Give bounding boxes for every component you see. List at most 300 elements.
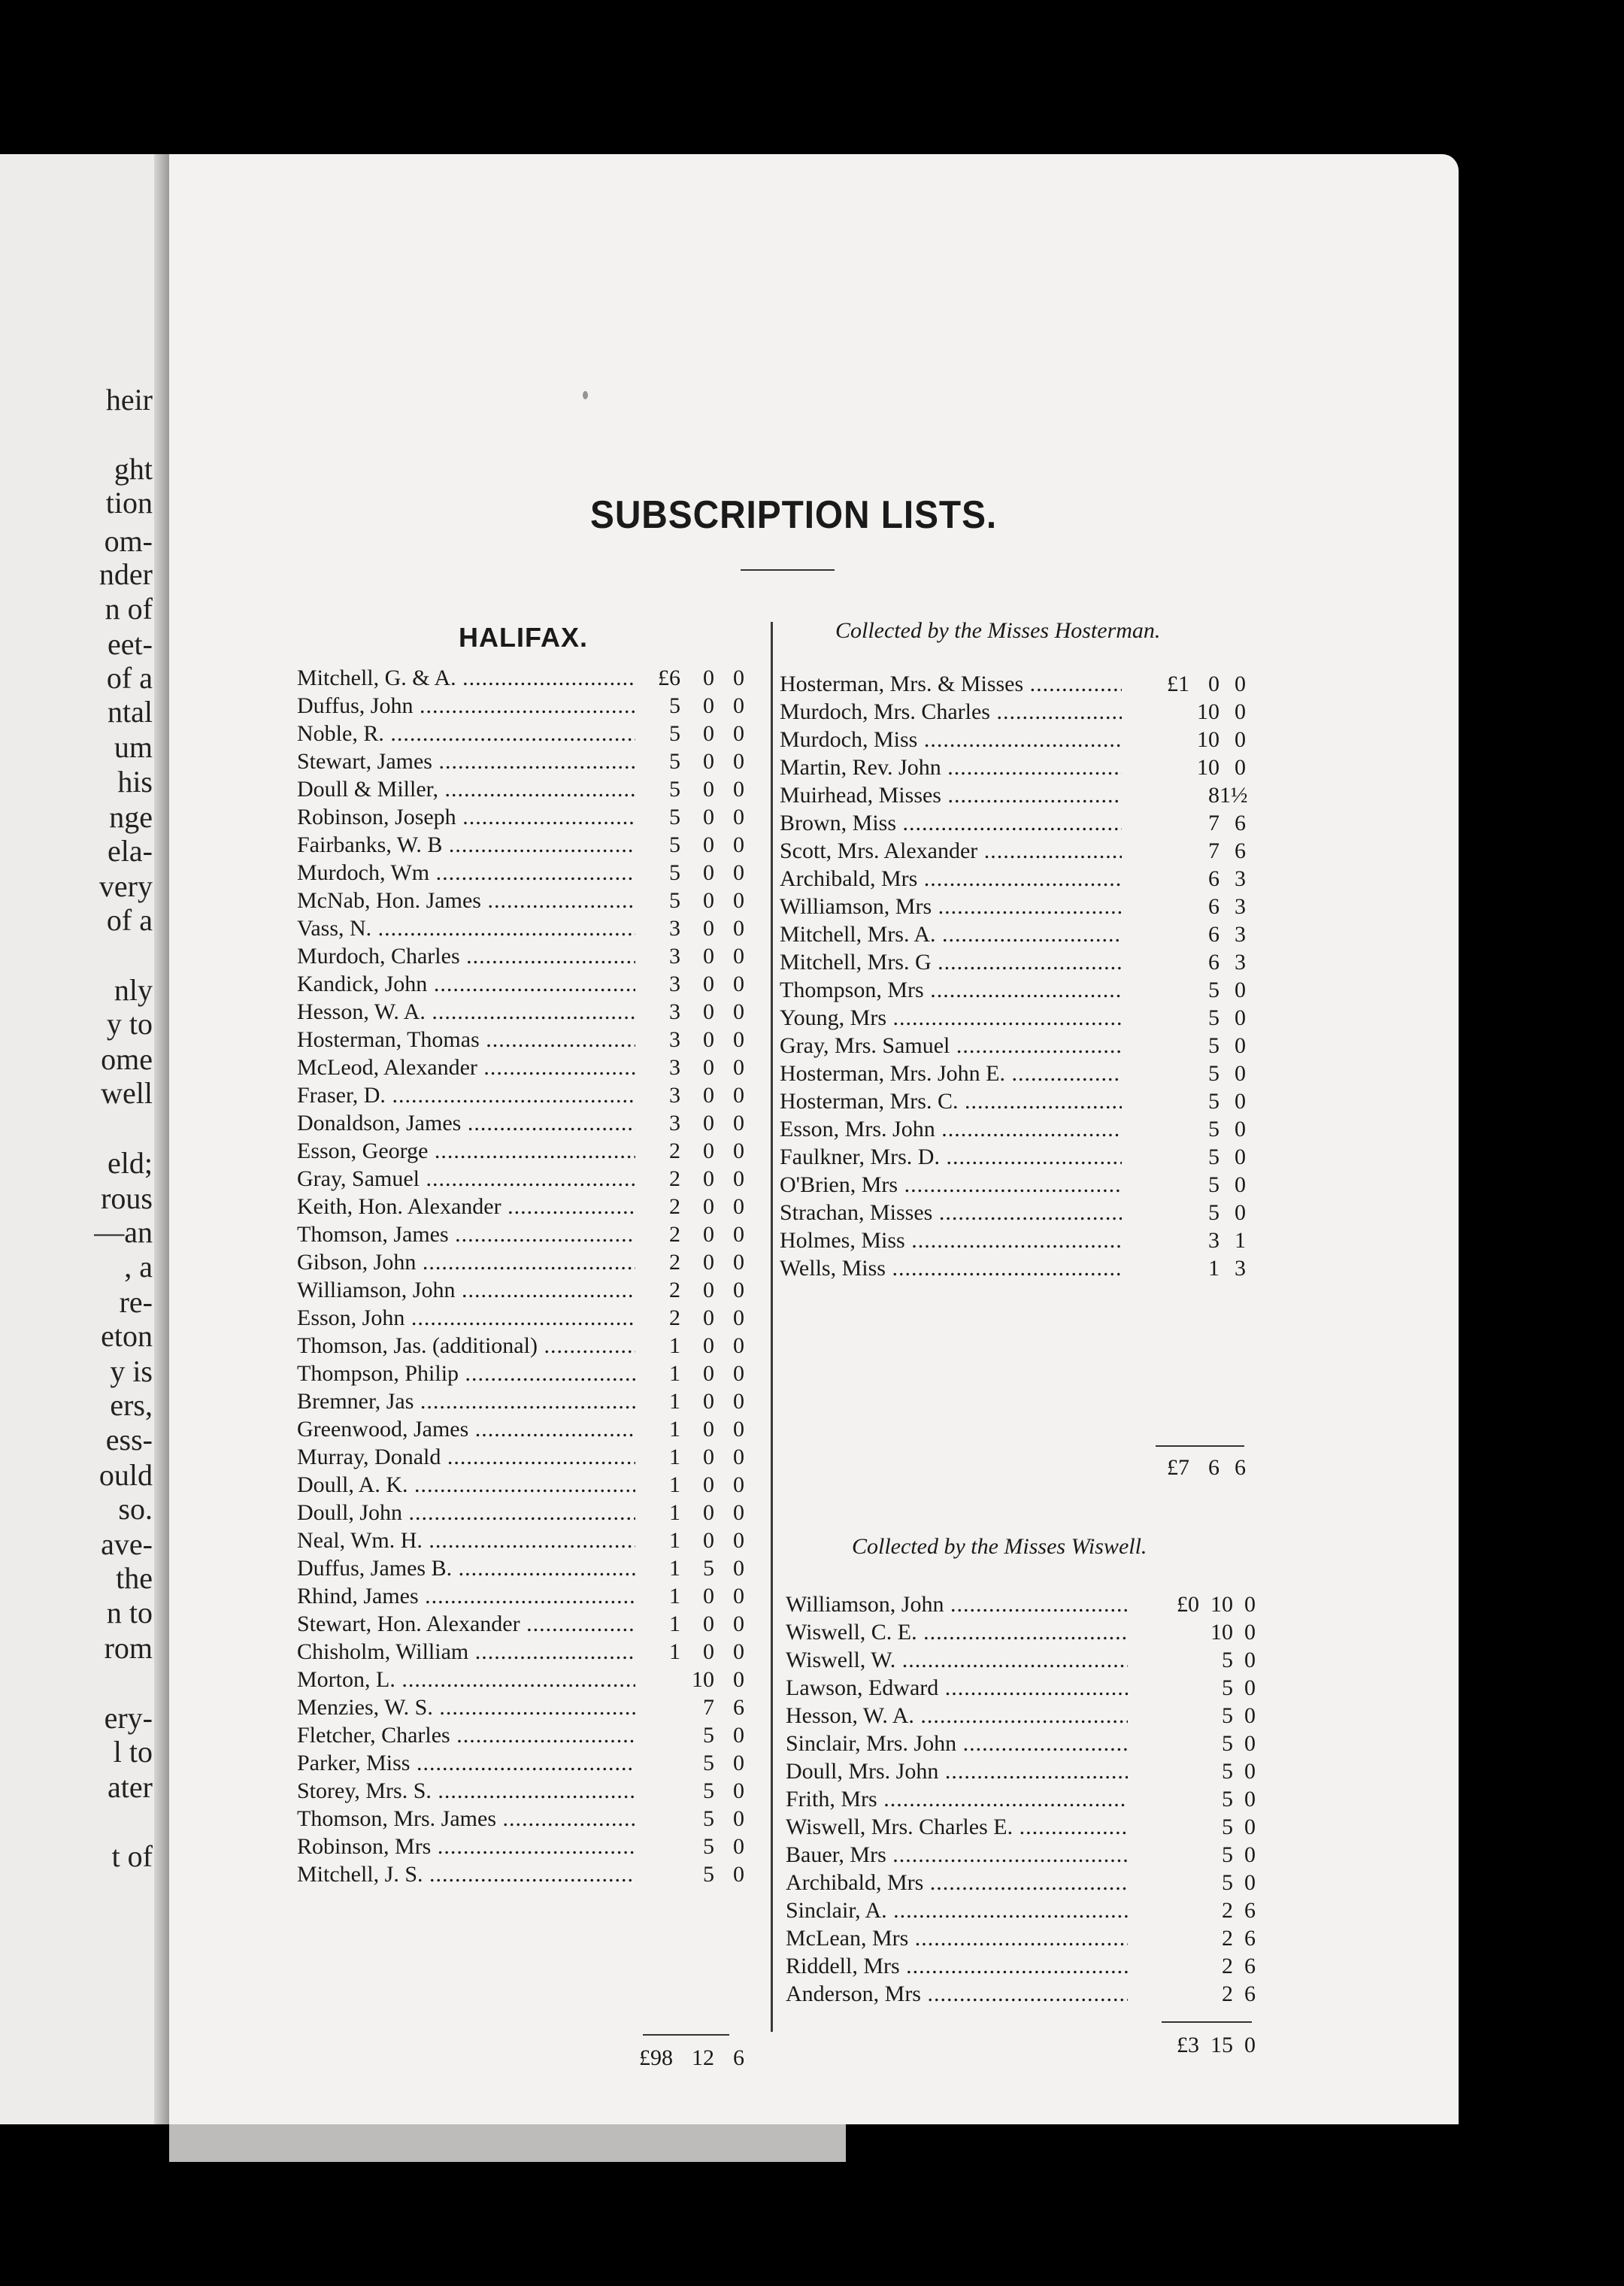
- left-page-line: nder: [98, 557, 153, 591]
- amount-pounds: 5: [669, 888, 680, 913]
- subscriber-name-text: Hosterman, Mrs. John E.: [780, 1061, 1005, 1086]
- amount-shillings: 0: [703, 1500, 714, 1525]
- subscriber-name: [786, 1785, 1128, 1813]
- amount-pence: 0: [1244, 1731, 1256, 1756]
- amount-pence: 0: [733, 665, 744, 690]
- page-edge-shadow: [169, 2121, 846, 2162]
- amount-shillings: 0: [703, 777, 714, 802]
- amount-pence: 6: [1244, 1954, 1256, 1978]
- amount-pence: 0: [1235, 1117, 1246, 1141]
- amount-pounds: 1: [669, 1584, 680, 1608]
- amount-shillings: 5: [1208, 978, 1220, 1002]
- total-shillings: 12: [692, 2045, 714, 2070]
- amount-shillings: 5: [1208, 1033, 1220, 1058]
- amount-pence: 0: [733, 1751, 744, 1775]
- amount-pence: 0: [1244, 1592, 1256, 1617]
- total-pence: 6: [733, 2045, 744, 2070]
- amount-pence: 0: [1235, 699, 1246, 724]
- left-page-line: ntal: [108, 695, 153, 729]
- amount-shillings: 0: [703, 1222, 714, 1247]
- amount-shillings: 10: [1197, 699, 1220, 724]
- amount-pence: 0: [733, 944, 744, 969]
- subscriber-name-text: Williamson, John: [786, 1592, 944, 1617]
- left-page-line: the: [116, 1561, 153, 1595]
- subscriber-name-text: Young, Mrs: [780, 1005, 887, 1030]
- amount-pence: 0: [1244, 1648, 1256, 1672]
- subscriber-name-text: Murdoch, Wm: [297, 860, 430, 885]
- amount-pence: 0: [733, 999, 744, 1024]
- amount-pence: 0: [1235, 1005, 1246, 1030]
- amount-pence: 0: [733, 972, 744, 996]
- subscriber-name-text: Kandick, John: [297, 972, 428, 996]
- subscriber-name: [297, 775, 635, 803]
- subscriber-name-text: Bauer, Mrs: [786, 1842, 886, 1867]
- subscriber-name: [297, 831, 635, 859]
- subscriber-name-text: Wiswell, C. E.: [786, 1620, 917, 1645]
- amount-shillings: 5: [1222, 1787, 1233, 1812]
- amount-pounds: 1: [669, 1556, 680, 1581]
- amount-shillings: 5: [1208, 1200, 1220, 1225]
- subscriber-name: [786, 1813, 1128, 1841]
- amount-pence: 3: [1235, 922, 1246, 947]
- subscriber-name: [780, 698, 1122, 726]
- subscriber-name-text: Fairbanks, W. B: [297, 832, 443, 857]
- subscriber-name: [786, 1646, 1128, 1674]
- amount-shillings: 0: [1208, 672, 1220, 696]
- amount-shillings: 0: [703, 749, 714, 774]
- halifax-total-rule: [643, 2034, 729, 2036]
- subscriber-name-text: Neal, Wm. H.: [297, 1528, 423, 1553]
- amount-pence: 3: [1235, 1256, 1246, 1281]
- subscriber-name-text: Doull & Miller,: [297, 777, 438, 802]
- left-page-line: his: [117, 765, 153, 799]
- subscriber-name-text: Gray, Mrs. Samuel: [780, 1033, 950, 1058]
- amount-pence: 0: [733, 1584, 744, 1608]
- amount-pence: 6: [1235, 838, 1246, 863]
- subscriber-name-text: Keith, Hon. Alexander: [297, 1194, 501, 1219]
- left-page-line: well: [101, 1076, 153, 1110]
- amount-shillings: 5: [1208, 1172, 1220, 1197]
- amount-shillings: 6: [1208, 866, 1220, 891]
- subscriber-name-text: Mitchell, J. S.: [297, 1862, 423, 1887]
- left-page-line: om-: [104, 524, 153, 558]
- subscriber-name: [780, 1143, 1122, 1171]
- amount-shillings: 0: [703, 1528, 714, 1553]
- amount-shillings: 5: [1222, 1703, 1233, 1728]
- amount-shillings: 2: [1222, 1981, 1233, 2006]
- subscriber-name-text: Fraser, D.: [297, 1083, 386, 1108]
- subscriber-name-text: O'Brien, Mrs: [780, 1172, 898, 1197]
- subscriber-name: [297, 1721, 635, 1749]
- subscriber-name: [297, 1499, 635, 1527]
- amount-shillings: 0: [703, 916, 714, 941]
- left-page-line: ome: [101, 1042, 153, 1076]
- amount-pounds: 5: [669, 749, 680, 774]
- subscriber-name-text: Robinson, Joseph: [297, 805, 456, 829]
- amount-shillings: 5: [1222, 1675, 1233, 1700]
- amount-pounds: 3: [669, 916, 680, 941]
- amount-shillings: 0: [703, 1055, 714, 1080]
- subscriber-name: [780, 1254, 1122, 1282]
- left-page-line: um: [114, 730, 153, 764]
- amount-pence: 0: [733, 1611, 744, 1636]
- subscriber-name: [786, 1869, 1128, 1896]
- subscriber-name-text: Menzies, W. S.: [297, 1695, 433, 1720]
- amount-shillings: 6: [1208, 894, 1220, 919]
- amount-pounds: 1: [669, 1611, 680, 1636]
- amount-shillings: 3: [1208, 1228, 1220, 1253]
- amount-shillings: 2: [1222, 1926, 1233, 1951]
- subscriber-name: [786, 1674, 1128, 1702]
- amount-shillings: 0: [703, 888, 714, 913]
- subscriber-name: [297, 1193, 635, 1220]
- amount-shillings: 0: [703, 1584, 714, 1608]
- left-page-line: of a: [106, 661, 153, 695]
- amount-pence: 1: [1235, 1228, 1246, 1253]
- amount-pence: 0: [733, 1639, 744, 1664]
- left-page-line: ery-: [104, 1701, 153, 1735]
- amount-pence: 3: [1235, 866, 1246, 891]
- left-page-line: rom: [104, 1631, 153, 1665]
- amount-shillings: 2: [1222, 1954, 1233, 1978]
- subscriber-name: [297, 1360, 635, 1387]
- subscriber-name-text: Greenwood, James: [297, 1417, 469, 1442]
- amount-shillings: 6: [1208, 922, 1220, 947]
- subscriber-name-text: Noble, R.: [297, 721, 384, 746]
- subscriber-name: [780, 670, 1122, 698]
- subscriber-name: [780, 837, 1122, 865]
- subscriber-name: [297, 1415, 635, 1443]
- subscriber-name: [780, 893, 1122, 920]
- subscriber-name-text: McNab, Hon. James: [297, 888, 481, 913]
- amount-shillings: 7: [1208, 838, 1220, 863]
- amount-shillings: 5: [1222, 1731, 1233, 1756]
- amount-shillings: 0: [703, 721, 714, 746]
- amount-pence: 0: [1235, 1089, 1246, 1114]
- subscriber-name-text: Chisholm, William: [297, 1639, 469, 1664]
- amount-shillings: 0: [703, 1389, 714, 1414]
- subscriber-name: [297, 1860, 635, 1888]
- amount-pounds: £6: [658, 665, 680, 690]
- subscriber-name-text: Williamson, Mrs: [780, 894, 932, 919]
- subscriber-name: [780, 1226, 1122, 1254]
- amount-shillings: 0: [703, 1639, 714, 1664]
- amount-shillings: 0: [703, 1417, 714, 1442]
- subscriber-name: [297, 887, 635, 914]
- amount-shillings: 0: [703, 1333, 714, 1358]
- subscriber-name-text: Mitchell, Mrs. A.: [780, 922, 936, 947]
- subscriber-name: [786, 1757, 1128, 1785]
- amount-shillings: 5: [703, 1751, 714, 1775]
- subscriber-name: [786, 1841, 1128, 1869]
- subscriber-name-text: Hesson, W. A.: [786, 1703, 914, 1728]
- amount-shillings: 10: [692, 1667, 714, 1692]
- amount-shillings: 0: [703, 1027, 714, 1052]
- amount-pence: 0: [733, 832, 744, 857]
- subscriber-name-text: Duffus, John: [297, 693, 414, 718]
- subscriber-name: [297, 1443, 635, 1471]
- amount-pence: 0: [1235, 1200, 1246, 1225]
- subscriber-name-text: Hosterman, Mrs. & Misses: [780, 672, 1024, 696]
- amount-pence: 0: [733, 1278, 744, 1302]
- amount-pounds: 2: [669, 1166, 680, 1191]
- left-page-line: —an: [94, 1215, 153, 1249]
- subscriber-name: [786, 1702, 1128, 1730]
- subscriber-name: [780, 809, 1122, 837]
- wiswell-total-rule: [1162, 2021, 1252, 2023]
- amount-shillings: 5: [1208, 1145, 1220, 1169]
- subscriber-name-text: Murdoch, Charles: [297, 944, 460, 969]
- amount-shillings: 0: [703, 1305, 714, 1330]
- amount-pence: 0: [733, 1194, 744, 1219]
- subscriber-name: [297, 1026, 635, 1054]
- subscriber-name: [297, 1248, 635, 1276]
- left-page-line: ess-: [105, 1423, 153, 1457]
- amount-pounds: 2: [669, 1278, 680, 1302]
- left-page-line: ater: [108, 1770, 153, 1804]
- amount-shillings: 0: [703, 1111, 714, 1135]
- amount-pence: 0: [733, 1111, 744, 1135]
- amount-shillings: 5: [703, 1723, 714, 1748]
- amount-pence: 0: [1235, 755, 1246, 780]
- subscriber-name-text: Thompson, Mrs: [780, 978, 924, 1002]
- amount-shillings: 0: [703, 1278, 714, 1302]
- amount-pence: 0: [1235, 672, 1246, 696]
- amount-pence: 0: [733, 1528, 744, 1553]
- amount-shillings: 5: [1222, 1815, 1233, 1839]
- subscriber-name-text: Vass, N.: [297, 916, 372, 941]
- total-shillings: 15: [1210, 2033, 1233, 2057]
- amount-pence: 6: [1244, 1981, 1256, 2006]
- amount-pounds: £0: [1177, 1592, 1199, 1617]
- subscriber-name: [297, 1471, 635, 1499]
- subscriber-name-text: Archibald, Mrs: [780, 866, 918, 891]
- subscriber-name-text: Lawson, Edward: [786, 1675, 939, 1700]
- amount-shillings: 0: [703, 972, 714, 996]
- subscriber-name-text: Scott, Mrs. Alexander: [780, 838, 978, 863]
- subscriber-name-text: Strachan, Misses: [780, 1200, 933, 1225]
- subscriber-name-text: Faulkner, Mrs. D.: [780, 1145, 940, 1169]
- total-pence: 0: [1244, 2033, 1256, 2057]
- subscriber-name-text: Wiswell, W.: [786, 1648, 896, 1672]
- amount-shillings: 0: [703, 832, 714, 857]
- subscriber-name: [780, 865, 1122, 893]
- amount-pence: 0: [733, 1778, 744, 1803]
- amount-pence: 0: [733, 693, 744, 718]
- left-page-line: t of: [111, 1839, 153, 1873]
- amount-pence: 0: [733, 1083, 744, 1108]
- amount-shillings: 0: [703, 1445, 714, 1469]
- subscriber-name-text: Anderson, Mrs: [786, 1981, 921, 2006]
- amount-shillings: 0: [703, 1138, 714, 1163]
- total-pounds: £3: [1177, 2033, 1199, 2057]
- subscriber-name: [780, 948, 1122, 976]
- amount-pounds: 3: [669, 1111, 680, 1135]
- subscriber-name: [297, 1805, 635, 1833]
- amount-pounds: 5: [669, 805, 680, 829]
- left-page-line: l to: [113, 1735, 153, 1769]
- subscriber-name-text: Rhind, James: [297, 1584, 419, 1608]
- amount-pence: 0: [1244, 1703, 1256, 1728]
- amount-pence: 0: [733, 1417, 744, 1442]
- amount-pence: 0: [1235, 978, 1246, 1002]
- amount-pounds: 1: [669, 1528, 680, 1553]
- left-page-line: of a: [106, 903, 153, 937]
- subscriber-name: [297, 1582, 635, 1610]
- subscriber-name: [297, 1081, 635, 1109]
- amount-pence: 3: [1235, 950, 1246, 975]
- subscriber-name-text: Thomson, Jas. (additional): [297, 1333, 538, 1358]
- amount-pence: 0: [1244, 1787, 1256, 1812]
- subscriber-name: [297, 1304, 635, 1332]
- left-page-line: nly: [114, 973, 153, 1007]
- subscriber-name: [297, 1527, 635, 1554]
- subscriber-name: [297, 1387, 635, 1415]
- subscriber-name-text: Williamson, John: [297, 1278, 456, 1302]
- subscriber-name: [297, 1777, 635, 1805]
- subscriber-name: [297, 1165, 635, 1193]
- amount-pence: 3: [1235, 894, 1246, 919]
- subscriber-name-text: Doull, John: [297, 1500, 403, 1525]
- amount-pence: 0: [1244, 1815, 1256, 1839]
- left-page-line: ela-: [108, 834, 153, 868]
- amount-pence: 0: [733, 1055, 744, 1080]
- amount-pence: 0: [733, 777, 744, 802]
- amount-shillings: 8: [1208, 783, 1220, 808]
- amount-pence: 0: [733, 1027, 744, 1052]
- wiswell-heading: Collected by the Misses Wiswell.: [852, 1534, 1147, 1559]
- amount-shillings: 0: [703, 999, 714, 1024]
- subscriber-name-text: Muirhead, Misses: [780, 783, 941, 808]
- subscriber-name-text: Mitchell, G. & A.: [297, 665, 456, 690]
- amount-shillings: 0: [703, 693, 714, 718]
- subscriber-name: [780, 781, 1122, 809]
- amount-pence: 0: [733, 805, 744, 829]
- amount-pence: 0: [1244, 1675, 1256, 1700]
- subscriber-name-text: Thomson, James: [297, 1222, 449, 1247]
- left-page-line: ght: [114, 452, 153, 486]
- subscriber-name: [297, 1833, 635, 1860]
- subscriber-name-text: Doull, A. K.: [297, 1472, 408, 1497]
- subscriber-name: [297, 970, 635, 998]
- amount-pounds: 3: [669, 1055, 680, 1080]
- left-page-line: eet-: [108, 627, 153, 661]
- amount-shillings: 0: [703, 805, 714, 829]
- subscriber-name: [297, 859, 635, 887]
- subscriber-name-text: Mitchell, Mrs. G: [780, 950, 932, 975]
- halifax-total: [297, 2045, 748, 2073]
- amount-pence: 0: [1244, 1620, 1256, 1645]
- amount-pence: 0: [733, 1806, 744, 1831]
- amount-pounds: 5: [669, 693, 680, 718]
- subscriber-name: [297, 1749, 635, 1777]
- amount-shillings: 5: [703, 1778, 714, 1803]
- subscriber-name-text: Wiswell, Mrs. Charles E.: [786, 1815, 1013, 1839]
- subscriber-name-text: Hosterman, Mrs. C.: [780, 1089, 959, 1114]
- amount-pence: 0: [1235, 1145, 1246, 1169]
- subscriber-name-text: Stewart, James: [297, 749, 432, 774]
- amount-pounds: 1: [669, 1500, 680, 1525]
- left-page-line: rous: [101, 1181, 153, 1215]
- subscriber-name: [297, 1220, 635, 1248]
- subscriber-name: [780, 1115, 1122, 1143]
- subscriber-name: [297, 1109, 635, 1137]
- left-page-line: y is: [110, 1354, 153, 1388]
- subscriber-name: [780, 1060, 1122, 1087]
- amount-pence: 0: [733, 1834, 744, 1859]
- amount-shillings: 0: [703, 860, 714, 885]
- amount-shillings: 0: [703, 1083, 714, 1108]
- subscriber-name-text: McLean, Mrs: [786, 1926, 909, 1951]
- subscriber-name: [297, 1638, 635, 1666]
- amount-shillings: 5: [1208, 1061, 1220, 1086]
- left-page-line: ould: [98, 1458, 153, 1492]
- amount-shillings: 1: [1208, 1256, 1220, 1281]
- amount-pounds: 1: [669, 1361, 680, 1386]
- total-pence: 6: [1235, 1455, 1246, 1480]
- subscriber-name: [297, 1276, 635, 1304]
- left-page-line: ers,: [110, 1388, 153, 1422]
- amount-pounds: 2: [669, 1250, 680, 1275]
- amount-pence: 0: [1235, 1061, 1246, 1086]
- amount-pounds: £1: [1167, 672, 1189, 696]
- left-page-line: n to: [106, 1596, 153, 1630]
- subscriber-name-text: Wells, Miss: [780, 1256, 886, 1281]
- left-page-line: so.: [118, 1492, 153, 1526]
- subscriber-name: [297, 998, 635, 1026]
- amount-pounds: 1: [669, 1417, 680, 1442]
- subscriber-name: [297, 720, 635, 747]
- amount-pence: 1½: [1220, 783, 1248, 808]
- amount-shillings: 5: [1222, 1842, 1233, 1867]
- subscriber-name-text: Esson, John: [297, 1305, 405, 1330]
- hosterman-heading: Collected by the Misses Hosterman.: [835, 618, 1161, 643]
- subscriber-name-text: Esson, Mrs. John: [780, 1117, 935, 1141]
- amount-shillings: 0: [703, 1472, 714, 1497]
- amount-pence: 0: [733, 1500, 744, 1525]
- amount-pence: 0: [733, 1333, 744, 1358]
- amount-pence: 0: [733, 860, 744, 885]
- subscriber-name: [786, 1896, 1128, 1924]
- subscriber-name: [297, 747, 635, 775]
- subscriber-name-text: Hesson, W. A.: [297, 999, 426, 1024]
- left-page-line: eld;: [108, 1146, 153, 1180]
- left-page-line: re-: [119, 1285, 153, 1319]
- subscriber-name-text: Esson, George: [297, 1138, 429, 1163]
- total-pounds: £98: [639, 2045, 673, 2070]
- amount-pounds: 3: [669, 1027, 680, 1052]
- subscriber-name-text: Murdoch, Mrs. Charles: [780, 699, 990, 724]
- amount-pounds: 5: [669, 832, 680, 857]
- amount-shillings: 5: [1222, 1870, 1233, 1895]
- amount-pounds: 1: [669, 1472, 680, 1497]
- amount-pence: 0: [1244, 1870, 1256, 1895]
- subscriber-name-text: Bremner, Jas: [297, 1389, 414, 1414]
- amount-pounds: 1: [669, 1333, 680, 1358]
- amount-pence: 0: [1235, 1033, 1246, 1058]
- subscriber-name: [780, 1087, 1122, 1115]
- subscriber-name: [297, 1610, 635, 1638]
- amount-pounds: 1: [669, 1445, 680, 1469]
- subscriber-name-text: Parker, Miss: [297, 1751, 411, 1775]
- subscriber-name: [297, 1666, 635, 1693]
- subscriber-name-text: Murray, Donald: [297, 1445, 441, 1469]
- subscriber-name-text: Sinclair, A.: [786, 1898, 887, 1923]
- amount-pence: 0: [733, 1305, 744, 1330]
- main-page: [169, 154, 1459, 2124]
- amount-pounds: 2: [669, 1138, 680, 1163]
- amount-shillings: 5: [1208, 1117, 1220, 1141]
